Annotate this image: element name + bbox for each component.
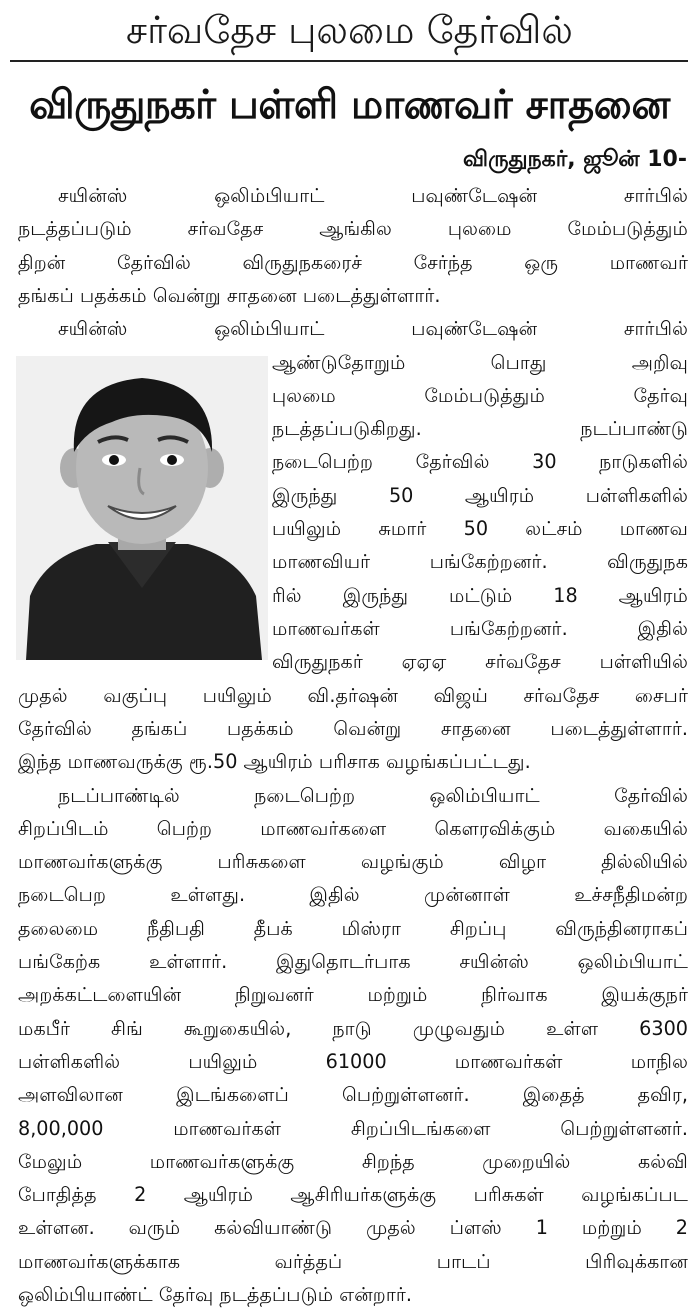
article-line: 8,00,000 மாணவர்கள் சிறப்பிடங்களை பெற்றுள்ளனர். [18, 1116, 688, 1140]
article-line: நடப்பாண்டில் நடைபெற்ற ஒலிம்பியாட் தேர்வில் [58, 783, 688, 807]
article-line: நடத்தப்படுகிறது. நடப்பாண்டு [272, 417, 688, 441]
article-line: புலமை மேம்படுத்தும் தேர்வு [272, 383, 688, 407]
article-line: விருதுநகர் ஏஏஏ சர்வதேச பள்ளியில் [272, 650, 688, 674]
article-line: ரில் இருந்து மட்டும் 18 ஆயிரம் [272, 583, 688, 607]
article-line: உள்ளன. வரும் கல்வியாண்டு முதல் ப்ளஸ் 1 மற்றும் 2 [18, 1216, 688, 1240]
article-line: இந்த மாணவருக்கு ரூ.50 ஆயிரம் பரிசாக வழங்கப்பட்டது. [18, 750, 531, 774]
student-photo [16, 356, 268, 660]
article-line: இருந்து 50 ஆயிரம் பள்ளிகளில் [272, 483, 688, 507]
header-divider [10, 60, 688, 62]
article-line: மேலும் மாணவர்களுக்கு சிறந்த முறையில் கல்வி [18, 1149, 688, 1173]
article-line: போதித்த 2 ஆயிரம் ஆசிரியர்களுக்கு பரிசுகள் வழங்கப்பட [18, 1183, 688, 1207]
article-line: பள்ளிகளில் பயிலும் 61000 மாணவர்கள் மாநில [18, 1049, 688, 1073]
student-portrait-image [16, 356, 268, 660]
article-line: திறன் தேர்வில் விருதுநகரைச் சேர்ந்த ஒரு மாணவர் [18, 250, 688, 274]
article-kicker: சர்வதேச புலமை தேர்வில் [126, 8, 573, 52]
article-line: நடைபெற்ற தேர்வில் 30 நாடுகளில் [272, 450, 688, 474]
article-line: தலைமை நீதிபதி தீபக் மிஸ்ரா சிறப்பு விருந்தினராகப் [18, 916, 688, 940]
article-line: மாணவர்களுக்காக வர்த்தப் பாடப் பிரிவுக்கான [18, 1249, 688, 1273]
article-line: ஆண்டுதோறும் பொது அறிவு [272, 350, 688, 374]
article-headline: விருதுநகர் பள்ளி மாணவர் சாதனை [29, 82, 670, 128]
article-line: ஒலிம்பியாண்ட் தேர்வு நடத்தப்படும் என்றார். [18, 1283, 413, 1306]
article-line: அறக்கட்டளையின் நிறுவனர் மற்றும் நிர்வாக இயக்குநர் [18, 983, 688, 1007]
article-line: நடைபெற உள்ளது. இதில் முன்னாள் உச்சநீதிமன்ற [18, 883, 688, 907]
article-line: மாணவர்களுக்கு பரிசுகளை வழங்கும் விழா தில்லியில் [18, 850, 688, 874]
article-line: சயின்ஸ் ஒலிம்பியாட் பவுண்டேஷன் சார்பில் [58, 184, 688, 207]
article-line: தங்கப் பதக்கம் வென்று சாதனை படைத்துள்ளார். [18, 283, 441, 307]
article-line: மகபீர் சிங் கூறுகையில், நாடு முழுவதும் உள்ள 6300 [18, 1016, 688, 1040]
article-line: மாணவியர் பங்கேற்றனர். விருதுநக [272, 550, 688, 574]
article-line: முதல் வகுப்பு பயிலும் வி.தர்ஷன் விஜய் சர்வதேச சைபர் [18, 683, 688, 707]
article-line: சிறப்பிடம் பெற்ற மாணவர்களை கௌரவிக்கும் வகையில் [18, 816, 688, 840]
article-dateline: விருதுநகர், ஜூன் 10- [463, 147, 687, 172]
article-line: மாணவர்கள் பங்கேற்றனர். இதில் [272, 616, 688, 640]
article-line: பயிலும் சுமார் 50 லட்சம் மாணவ [272, 517, 688, 540]
article-line: சயின்ஸ் ஒலிம்பியாட் பவுண்டேஷன் சார்பில் [58, 317, 688, 341]
article-line: அளவிலான இடங்களைப் பெற்றுள்ளனர். இதைத் தவிர, [18, 1083, 688, 1107]
article-line: தேர்வில் தங்கப் பதக்கம் வென்று சாதனை படைத்துள்ளார். [18, 716, 688, 740]
article-line: பங்கேற்க உள்ளார். இதுதொடர்பாக சயின்ஸ் ஒலிம்பியாட் [18, 950, 688, 973]
article-line: நடத்தப்படும் சர்வதேச ஆங்கில புலமை மேம்படுத்தும் [18, 217, 688, 241]
